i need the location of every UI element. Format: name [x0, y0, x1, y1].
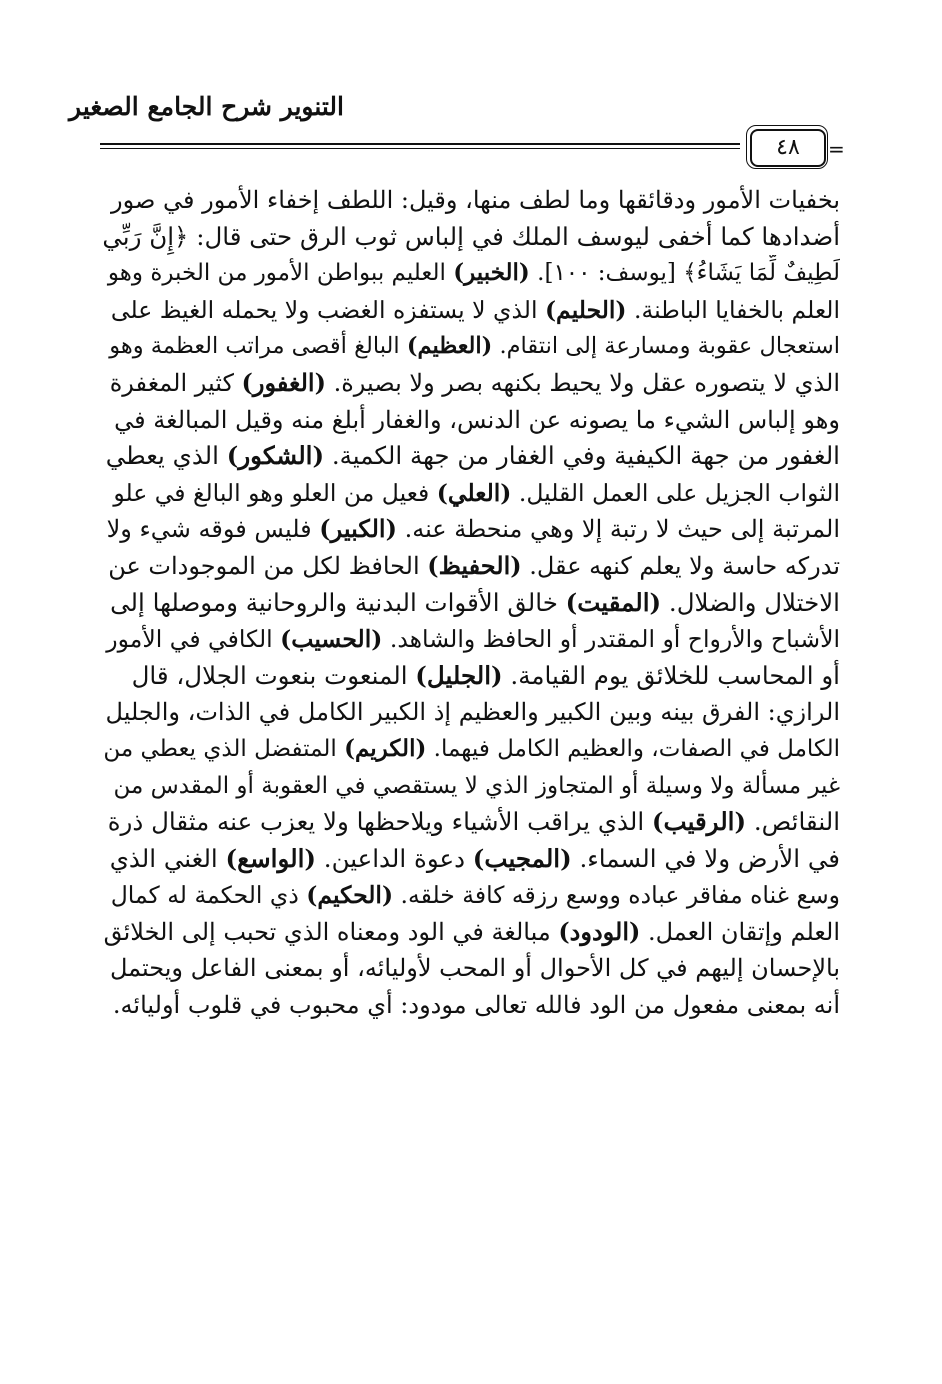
term-highlight: (الحسيب) [280, 625, 383, 654]
text-line: لَطِيفٌ لِّمَا يَشَاءُ﴾ [يوسف: ١٠٠]. (الخبير) العليم ببواطن الأمور من الخبرة وهو [107, 259, 840, 287]
text-line: العلم وإتقان العمل. (الودود) مبالغة في الود ومعناه الذي تحبب إلى الخلائق [103, 916, 840, 946]
text-line: غير مسألة ولا وسيلة أو المتجاوز الذي لا يستقصي في العقوبة أو المقدس من [113, 772, 840, 799]
term-highlight: (الحليم) [544, 295, 627, 324]
text-line: النقائص. (الرقيب) الذي يراقب الأشياء ويلاحظها ولا يعزب عنه مثقال ذرة [107, 807, 840, 837]
term-highlight: (الشكور) [226, 441, 325, 471]
text-line: المرتبة إلى حيث لا رتبة إلا وهي منحطة عنه. (الكبير) فليس فوقه شيء ولا [106, 514, 840, 544]
text-line: وهو إلباس الشيء ما يصونه عن الدنس، والغفار أبلغ منه وقيل المبالغة في [114, 405, 840, 434]
term-highlight: (الحفيظ) [427, 550, 522, 580]
page-number: ٤٨ [750, 129, 826, 167]
text-line: أو المحاسب للخلائق يوم القيامة. (الجليل) المنعوت بنعوت الجلال، قال [131, 660, 840, 690]
text-line: بخفيات الأمور ودقائقها وما لطف منها، وقيل: اللطف إخفاء الأمور في صور [111, 186, 840, 214]
header-rule-thick [100, 143, 740, 145]
text-line: تدركه حاسة ولا يعلم كنهه عقل. (الحفيظ) الحافظ لكل من الموجودات عن [108, 550, 840, 580]
text-line: في الأرض ولا في السماء. (المجيب) دعوة الداعين. (الواسع) الغني الذي [109, 843, 840, 873]
page-marker: = [828, 137, 845, 161]
text-line: أنه بمعنى مفعول من الود فالله تعالى مودود: أي محبوب في قلوب أوليائه. [112, 991, 840, 1020]
term-highlight: (المقيت) [565, 587, 662, 617]
term-highlight: (العظيم) [406, 333, 493, 360]
term-highlight: (الحكيم) [306, 881, 394, 910]
text-line: الذي لا يتصوره عقل ولا يحيط بكنهه بصر ولا بصيرة. (الغفور) كثير المغفرة [109, 367, 840, 397]
text-line: الاختلال والضلال. (المقيت) خالق الأقوات البدنية والروحانية وموصلها إلى [110, 587, 840, 617]
term-highlight: (الودود) [558, 916, 641, 946]
term-highlight: (الخبير) [453, 259, 530, 287]
term-highlight: (الكريم) [344, 734, 427, 762]
header-rule [100, 143, 740, 151]
text-line: العلم بالخفايا الباطنة. (الحليم) الذي لا يستفزه الغضب ولا يحمله الغيظ على [110, 295, 840, 324]
term-highlight: (الرقيب) [651, 807, 747, 837]
term-highlight: (الجليل) [415, 660, 503, 690]
text-line: الثواب الجزيل على العمل القليل. (العلي) فعيل من العلو وهو البالغ في علو [113, 478, 840, 507]
page-number-frame [744, 127, 844, 171]
text-line: وسع غناه مفاقر عباده ووسع رزقه كافة خلقه. (الحكيم) ذي الحكمة له كمال [110, 881, 840, 910]
text-line: أضدادها كما أخفى ليوسف الملك في إلباس ثوب الرق حتى قال: ﴿إِنَّ رَبِّي [102, 221, 840, 251]
text-line: بالإحسان إليهم في كل الأحوال أو المحب لأوليائه، أو بمعنى الفاعل ويحتمل [109, 954, 840, 983]
term-highlight: (المجيب) [472, 843, 572, 873]
header-rule-thin [100, 148, 740, 149]
term-highlight: (الكبير) [319, 514, 397, 544]
text-line: الغفور من جهة الكيفية وفي الغفار من جهة الكمية. (الشكور) الذي يعطي [105, 441, 840, 471]
text-line: الكامل في الصفات، والعظيم الكامل فيهما. (الكريم) المتفضل الذي يعطي من [103, 734, 840, 762]
text-line: الرازي: الفرق بينه وبين الكبير والعظيم إذ الكبير الكامل في الذات، والجليل [105, 698, 840, 727]
main-text [100, 182, 840, 1332]
term-highlight: (العلي) [436, 478, 512, 507]
term-highlight: (الغفور) [241, 367, 326, 397]
text-line: استعجال عقوبة ومسارعة إلى انتقام. (العظيم) البالغ أقصى مراتب العظمة وهو [109, 333, 840, 360]
running-title: التنوير شرح الجامع الصغير [69, 92, 344, 121]
term-highlight: (الواسع) [225, 843, 317, 873]
text-line: الأشباح والأرواح أو المقتدر أو الحافظ والشاهد. (الحسيب) الكافي في الأمور [106, 625, 840, 654]
